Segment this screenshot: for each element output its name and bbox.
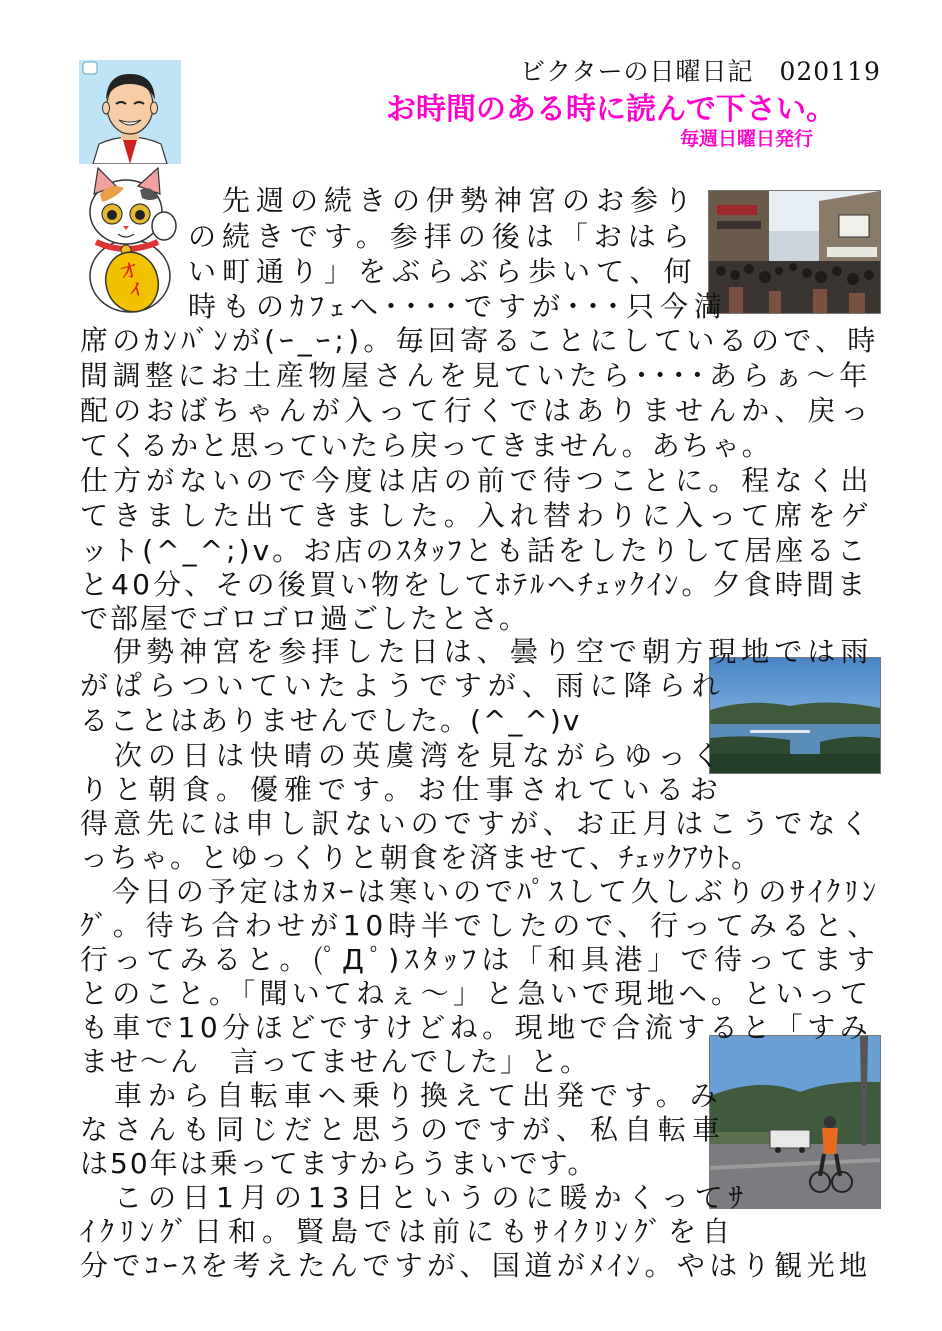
author-portrait-icon <box>79 60 181 164</box>
article-line: ット(^_^;)v。お店のｽﾀｯﾌとも話をしたりして居座るこ <box>80 534 869 567</box>
maneki-neko-icon <box>80 164 180 314</box>
article-line: なさんも同じだと思うのですが、私自転車 <box>80 1113 727 1146</box>
article-line: 先週の続きの伊勢神宮のお参り <box>188 184 699 217</box>
article-line: い町通り」をぶらぶら歩いて、何 <box>188 255 698 288</box>
newsletter-title: ビクターの日曜日記 020119 <box>520 57 881 86</box>
article-line: も車で10分ほどですけどね。現地で合流すると「すみ <box>80 1011 873 1044</box>
street-photo <box>708 190 881 314</box>
article-line: 時ものｶﾌｪへ････ですが･･･只今満 <box>188 290 729 323</box>
article-line: 次の日は快晴の英虞湾を見ながらゆっく <box>80 739 726 772</box>
article-line: っちゃ。とゆっくりと朝食を済ませて、ﾁｪｯｸｱｳﾄ。 <box>80 841 762 874</box>
article-line: ることはありませんでした。(^_^)v <box>80 704 582 737</box>
newsletter-subtitle: お時間のある時に読んで下さい。 <box>386 92 836 127</box>
article-line: とのこと。「聞いてねぇ～」と急いで現地へ。といって <box>80 977 873 1010</box>
article-line: と40分、その後買い物をしてﾎﾃﾙへﾁｪｯｸｲﾝ。夕食時間ま <box>80 568 869 601</box>
article-line: 分でｺｰｽを考えたんですが、国道がﾒｲﾝ。やはり観光地 <box>80 1249 872 1282</box>
article-line: は50年は乗ってますからうまいです。 <box>80 1147 598 1180</box>
article-line: ませ～ん 言ってませんでした」と。 <box>80 1045 591 1078</box>
article-line: ｸﾞ。待ち合わせが10時半でしたので、行ってみると、 <box>80 909 881 942</box>
article-line: 席のｶﾝﾊﾞﾝが(ｰ_ｰ;)。毎回寄ることにしているので、時 <box>80 324 880 357</box>
article-line: がぱらついていたようですが、雨に降られ <box>80 669 726 702</box>
article-line: ｲｸﾘﾝｸﾞ日和。賢島では前にもｻｲｸﾘﾝｸﾞを自 <box>80 1215 737 1248</box>
article-line: てくるかと思っていたら戻ってきません。あちゃ。 <box>80 429 772 462</box>
article-line: 配のおばちゃんが入って行くではありませんか、戻っ <box>80 394 874 427</box>
article-line: 車から自転車へ乗り換えて出発です。み <box>80 1079 724 1112</box>
issue-frequency: 毎週日曜日発行 <box>680 128 814 150</box>
article-line: 今日の予定はｶﾇｰは寒いのでﾊﾟｽして久しぶりのｻｲｸﾘﾝ <box>80 875 881 908</box>
article-line: の続きです。参拝の後は「おはら <box>188 220 696 253</box>
svg-text:才: 才 <box>118 259 140 283</box>
article-line: 行ってみると。(ﾟДﾟ)ｽﾀｯﾌは「和具港」で待ってます <box>80 943 880 976</box>
article-line: 間調整にお土産物屋さんを見ていたら････あらぁ～年 <box>80 359 873 392</box>
article-line: 得意先には申し訳ないのですが、お正月はこうでなく <box>80 807 874 840</box>
svg-text:イ: イ <box>125 278 147 301</box>
article-line: てきました出てきました。入れ替わりに入って席をゲ <box>80 499 874 532</box>
article-line: 伊勢神宮を参拝した日は、曇り空で朝方現地では雨 <box>80 635 874 668</box>
article-line: りと朝食。優雅です。お仕事されているお <box>80 773 724 806</box>
article-line: この日1月の13日というのに暖かくってｻ <box>80 1181 749 1214</box>
article-line: で部屋でゴロゴロ過ごしたとさ。 <box>80 602 529 635</box>
article-line: 仕方がないので今度は店の前で待つことに。程なく出 <box>80 464 874 497</box>
bay-photo <box>709 657 881 774</box>
